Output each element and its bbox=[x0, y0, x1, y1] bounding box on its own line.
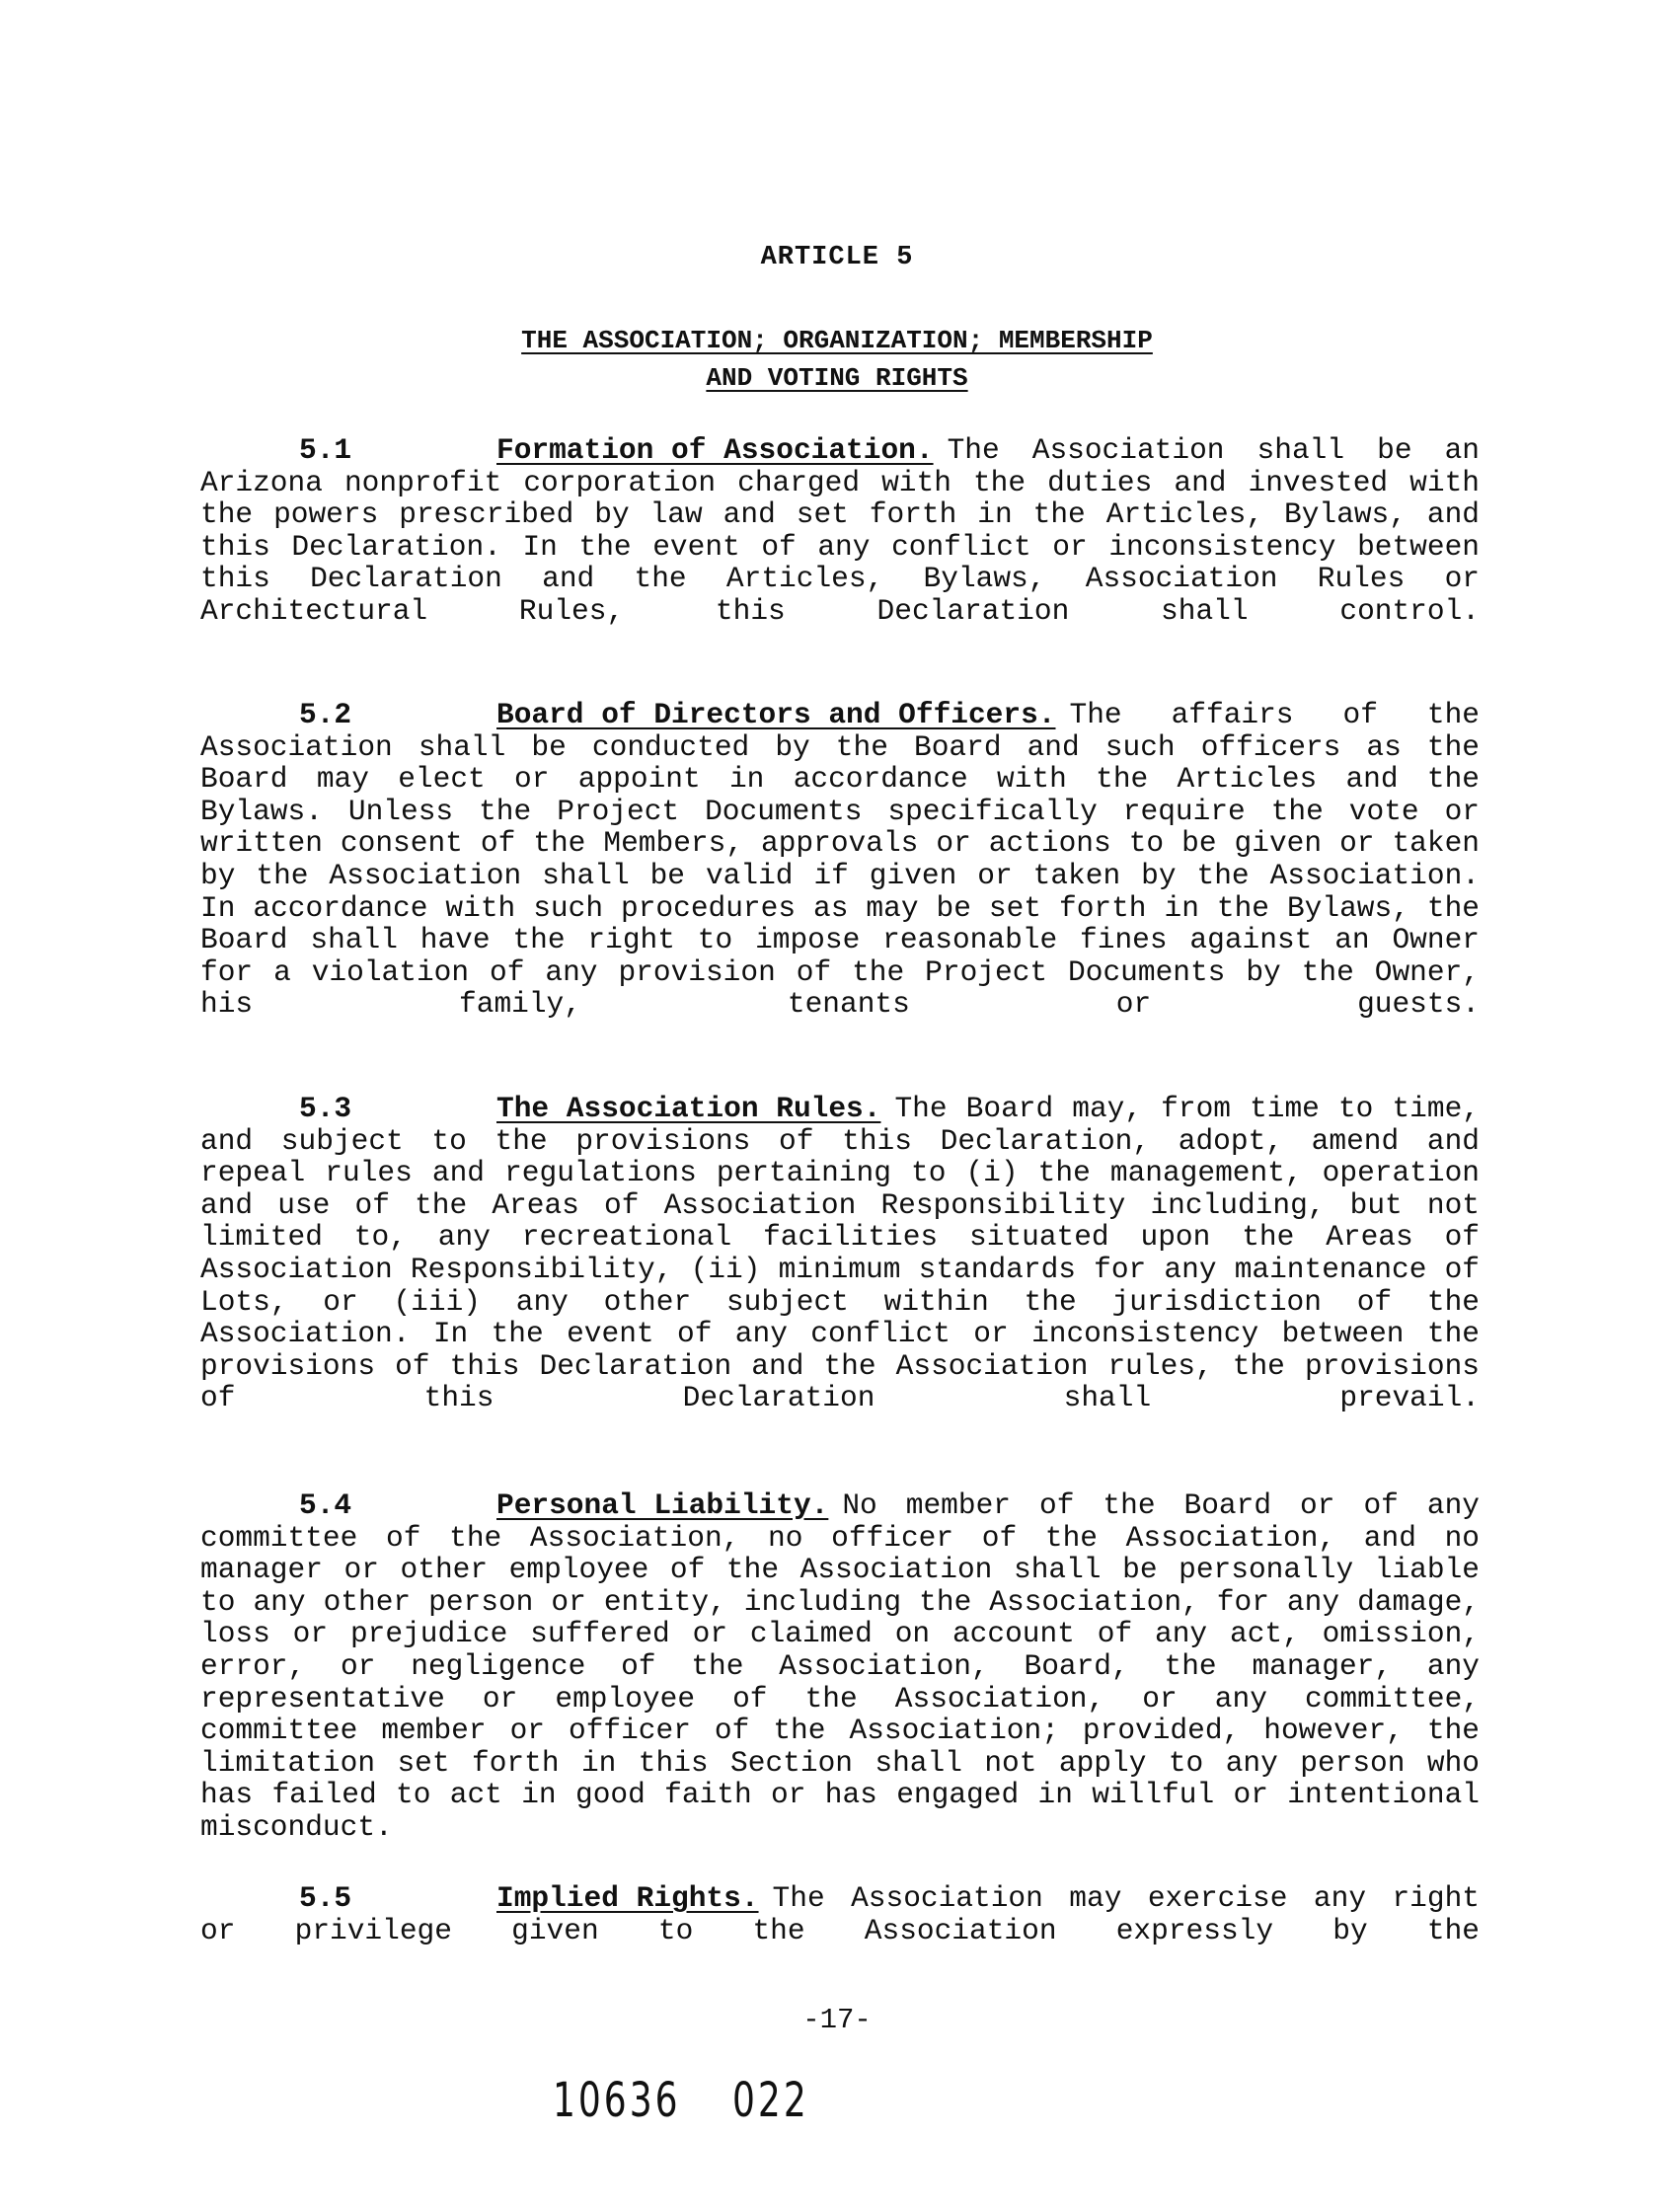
section-5-1: 5.1 Formation of Association. The Association shall be an Arizona nonprofit corporation charged with the duties and invested with the powers prescribed by law and set forth in the Articles, Bylaws, and this Declaration. In the event of any conflict or inconsistency between this Declaration and the Articles, Bylaws, Association Rules or Architectural Rules, this Declaration shall control. bbox=[200, 433, 1480, 628]
section-heading: The Association Rules. bbox=[496, 1092, 881, 1125]
section-body: No member of the Board or of any committee of the Association, no officer of the Association, and no manager or other employee of the Association shall be personally liable to any other person or entity, including the Association, for any damage, loss or prejudice suffered or claimed on account of any act, omission, error, or negligence of the Association, Board, the manager, any representative or employee of the Association, or any committee, committee member or officer of the Association; provided, however, the limitation set forth in this Section shall not apply to any person who has failed to act in good faith or has engaged in willful or intentional misconduct. bbox=[200, 1488, 1480, 1844]
article-title bbox=[0, 322, 1674, 397]
recording-book: 10636 bbox=[553, 2073, 681, 2128]
section-heading: Board of Directors and Officers. bbox=[496, 698, 1056, 731]
section-body: The Board may, from time to time, and subject to the provisions of this Declaration, adopt, amend and repeal rules and regulations pertaining to (i) the management, operation and use of the Areas of Association Responsibility including, but not limited to, any recreational facilities situated upon the Areas of Association Responsibility, (ii) minimum standards for any maintenance of Lots, or (iii) any other subject within the jurisdiction of the Association. In the event of any conflict or inconsistency between the provisions of this Declaration and the Association rules, the provisions of this Declaration shall prevail. bbox=[200, 1092, 1480, 1415]
section-heading: Formation of Association. bbox=[496, 433, 934, 467]
section-body: The Association may exercise any right or privilege given to the Association expressly by the bbox=[200, 1881, 1480, 1947]
article-title-line-2: AND VOTING RIGHTS bbox=[706, 363, 968, 393]
section-5-4: 5.4 Personal Liability. No member of the Board or of any committee of the Association, no officer of the Association, and no manager or other employee of the Association shall be personally liable to any other person or entity, including the Association, for any damage, loss or prejudice suffered or claimed on account of any act, omission, error, or negligence of the Association, Board, the manager, any representative or employee of the Association, or any committee, committee member or officer of the Association; provided, however, the limitation set forth in this Section shall not apply to any person who has failed to act in good faith or has engaged in willful or intentional misconduct. bbox=[200, 1488, 1480, 1844]
section-body: The Association shall be an Arizona nonprofit corporation charged with the duties and invested with the powers prescribed by law and set forth in the Articles, Bylaws, and this Declaration. In the event of any conflict or inconsistency between this Declaration and the Articles, Bylaws, Association Rules or Architectural Rules, this Declaration shall control. bbox=[200, 433, 1480, 628]
section-heading: Implied Rights. bbox=[496, 1881, 759, 1915]
page-number: -17- bbox=[802, 2004, 872, 2036]
section-5-3: 5.3 The Association Rules. The Board may, from time to time, and subject to the provisions of this Declaration, adopt, amend and repeal rules and regulations pertaining to (i) the management, operation and use of the Areas of Association Responsibility including, but not limited to, any recreational facilities situated upon the Areas of Association Responsibility, (ii) minimum standards for any maintenance of Lots, or (iii) any other subject within the jurisdiction of the Association. In the event of any conflict or inconsistency between the provisions of this Declaration and the Association rules, the provisions of this Declaration shall prevail. bbox=[200, 1092, 1480, 1415]
article-number: ARTICLE 5 bbox=[760, 243, 914, 272]
recording-stamp bbox=[553, 2073, 809, 2128]
section-body: The affairs of the Association shall be conducted by the Board and such officers as the Board may elect or appoint in accordance with the Articles and the Bylaws. Unless the Project Documents specifically require the vote or written consent of the Members, approvals or actions to be given or taken by the Association shall be valid if given or taken by the Association. In accordance with such procedures as may be set forth in the Bylaws, the Board shall have the right to impose reasonable fines against an Owner for a violation of any provision of the Project Documents by the Owner, his family, tenants or guests. bbox=[200, 698, 1480, 1022]
section-5-2: 5.2 Board of Directors and Officers. The affairs of the Association shall be conducted by the Board and such officers as the Board may elect or appoint in accordance with the Articles and the Bylaws. Unless the Project Documents specifically require the vote or written consent of the Members, approvals or actions to be given or taken by the Association shall be valid if given or taken by the Association. In accordance with such procedures as may be set forth in the Bylaws, the Board shall have the right to impose reasonable fines against an Owner for a violation of any provision of the Project Documents by the Owner, his family, tenants or guests. bbox=[200, 698, 1480, 1022]
section-5-5: 5.5 Implied Rights. The Association may exercise any right or privilege given to the Association expressly by the bbox=[200, 1881, 1480, 1947]
article-title-line-1: THE ASSOCIATION; ORGANIZATION; MEMBERSHIP bbox=[521, 326, 1153, 355]
section-heading: Personal Liability. bbox=[496, 1488, 829, 1522]
recording-page: 022 bbox=[732, 2073, 809, 2128]
